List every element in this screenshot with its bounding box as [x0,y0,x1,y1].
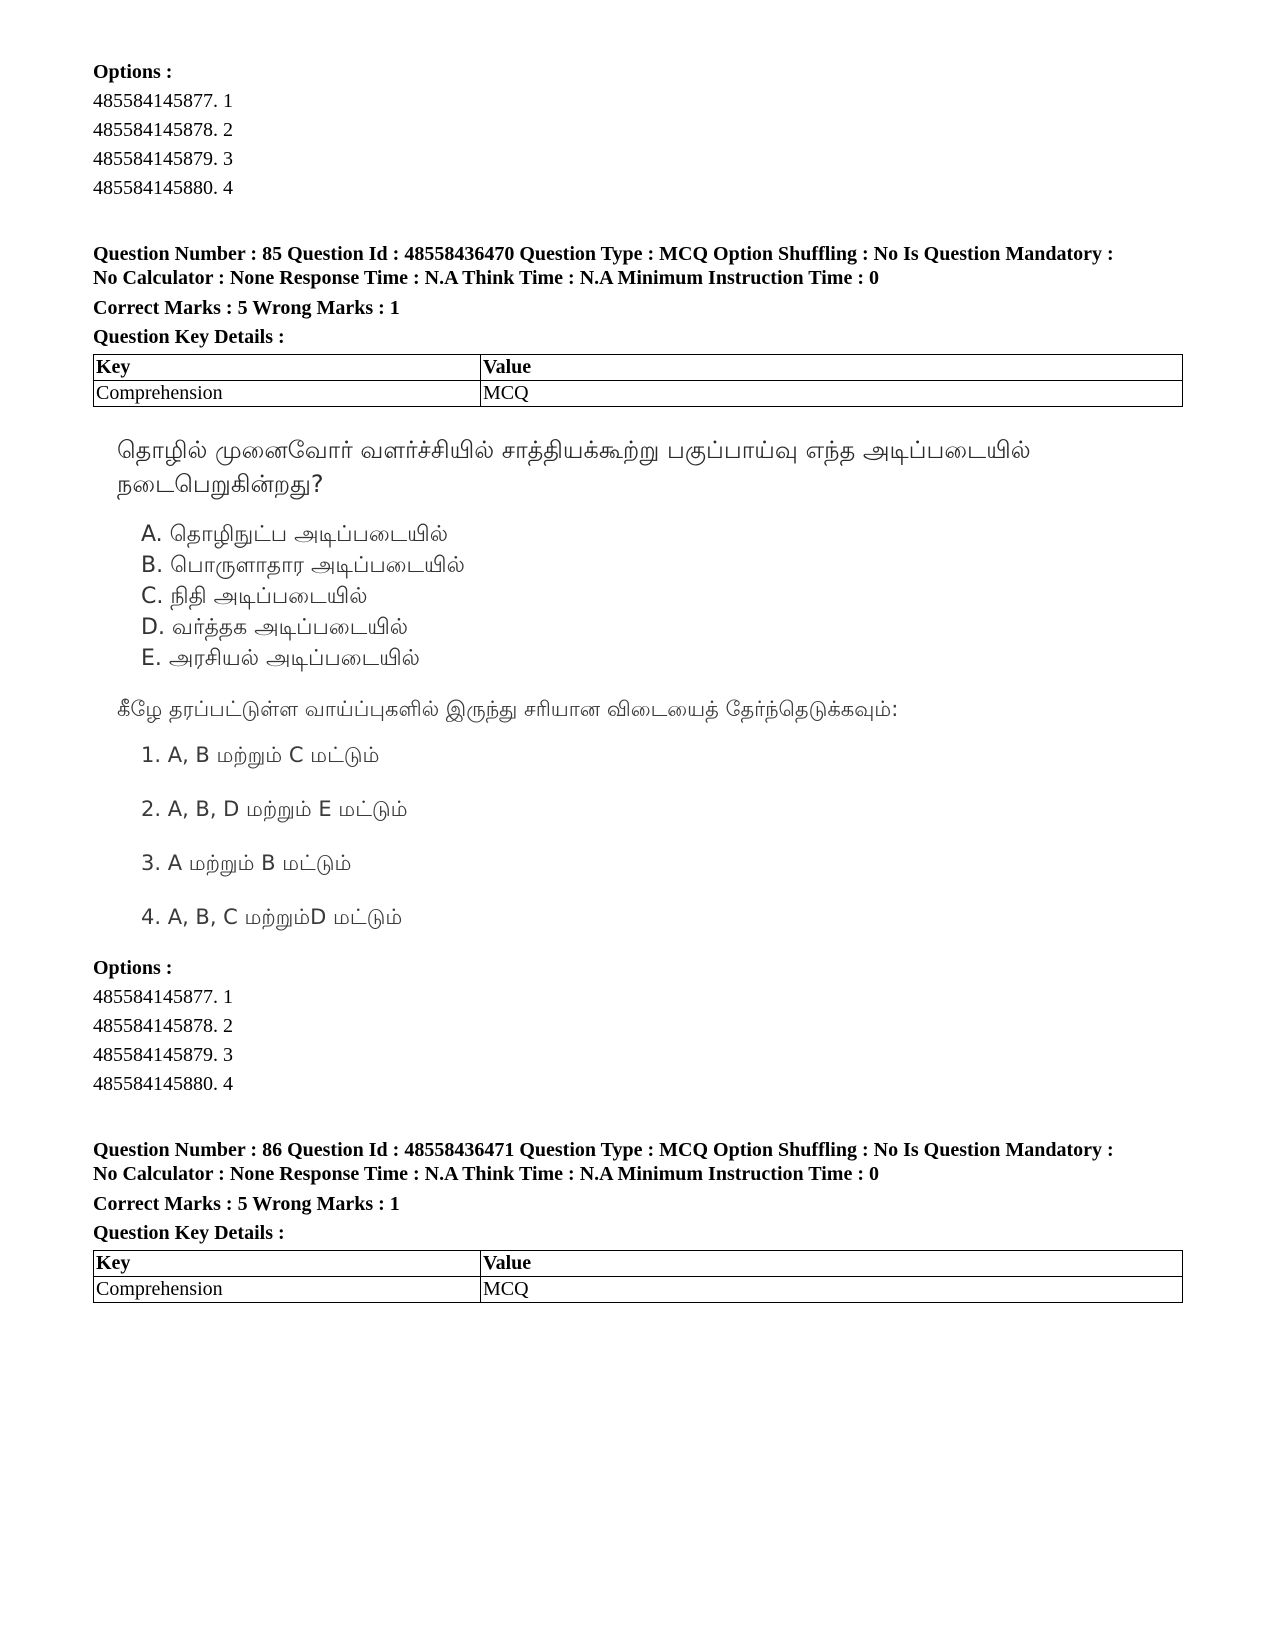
option-item: 485584145878. 2 [93,1015,233,1037]
option-item: 485584145877. 1 [93,90,233,112]
table-cell-value: MCQ [481,381,1183,407]
question-instruction: கீழே தரப்பட்டுள்ள வாய்ப்புகளில் இருந்து சரியான விடையைத் தேர்ந்தெடுக்கவும்: [117,697,899,721]
question-85 [93,242,1183,1099]
table-header-value: Value [481,1251,1183,1277]
question-marks: Correct Marks : 5 Wrong Marks : 1 [93,1193,400,1215]
option-item: 485584145879. 3 [93,1044,233,1066]
table-row [94,1277,1183,1303]
question-header-line-1: Question Number : 86 Question Id : 48558436471 Question Type : MCQ Option Shuffling : No Is Question Mandatory : [93,1139,1114,1161]
statement-item: D. வர்த்தக அடிப்படையில் [141,615,409,640]
table-cell-value: MCQ [481,1277,1183,1303]
table-header-key: Key [94,1251,481,1277]
question-key-table [93,1250,1183,1303]
question-header-line-1: Question Number : 85 Question Id : 48558436470 Question Type : MCQ Option Shuffling : No Is Question Mandatory : [93,243,1114,265]
table-cell-key: Comprehension [94,381,481,407]
table-header-row [94,355,1183,381]
option-item: 485584145877. 1 [93,986,233,1008]
table-header-key: Key [94,355,481,381]
choice-item: 2. A, B, D மற்றும் E மட்டும் [141,797,408,821]
key-details-label: Question Key Details : [93,1222,285,1244]
choice-item: 3. A மற்றும் B மட்டும் [141,851,352,875]
statement-item: C. நிதி அடிப்படையில் [141,584,368,609]
statement-item: B. பொருளாதார அடிப்படையில் [141,553,465,578]
option-item: 485584145878. 2 [93,119,233,141]
statement-item: A. தொழிநுட்ப அடிப்படையில் [141,522,449,547]
question-header-line-2: No Calculator : None Response Time : N.A Think Time : N.A Minimum Instruction Time : 0 [93,267,879,289]
choice-item: 4. A, B, C மற்றும்D மட்டும் [141,905,403,929]
question-86 [93,1138,1183,1303]
top-options-block [93,58,1183,203]
document-page [93,58,1183,1303]
table-header-row [94,1251,1183,1277]
choice-item: 1. A, B மற்றும் C மட்டும் [141,743,380,767]
question-marks: Correct Marks : 5 Wrong Marks : 1 [93,297,400,319]
question-header-line-2: No Calculator : None Response Time : N.A Think Time : N.A Minimum Instruction Time : 0 [93,1163,879,1185]
question-key-table [93,354,1183,407]
table-header-value: Value [481,355,1183,381]
choice-list [141,740,1037,932]
question-image [117,433,1037,932]
table-cell-key: Comprehension [94,1277,481,1303]
q85-options-block [93,954,1183,1099]
option-item: 485584145879. 3 [93,148,233,170]
statement-item: E. அரசியல் அடிப்படையில் [141,646,420,671]
question-stem: தொழில் முனைவோர் வளர்ச்சியில் சாத்தியக்கூற்று பகுப்பாய்வு எந்த அடிப்படையில் நடைபெறுகின்றது? [117,436,1031,498]
option-item: 485584145880. 4 [93,177,233,199]
options-label: Options : [93,957,173,979]
table-row [94,381,1183,407]
options-label: Options : [93,61,173,83]
option-item: 485584145880. 4 [93,1073,233,1095]
statement-list [141,519,1037,674]
key-details-label: Question Key Details : [93,326,285,348]
